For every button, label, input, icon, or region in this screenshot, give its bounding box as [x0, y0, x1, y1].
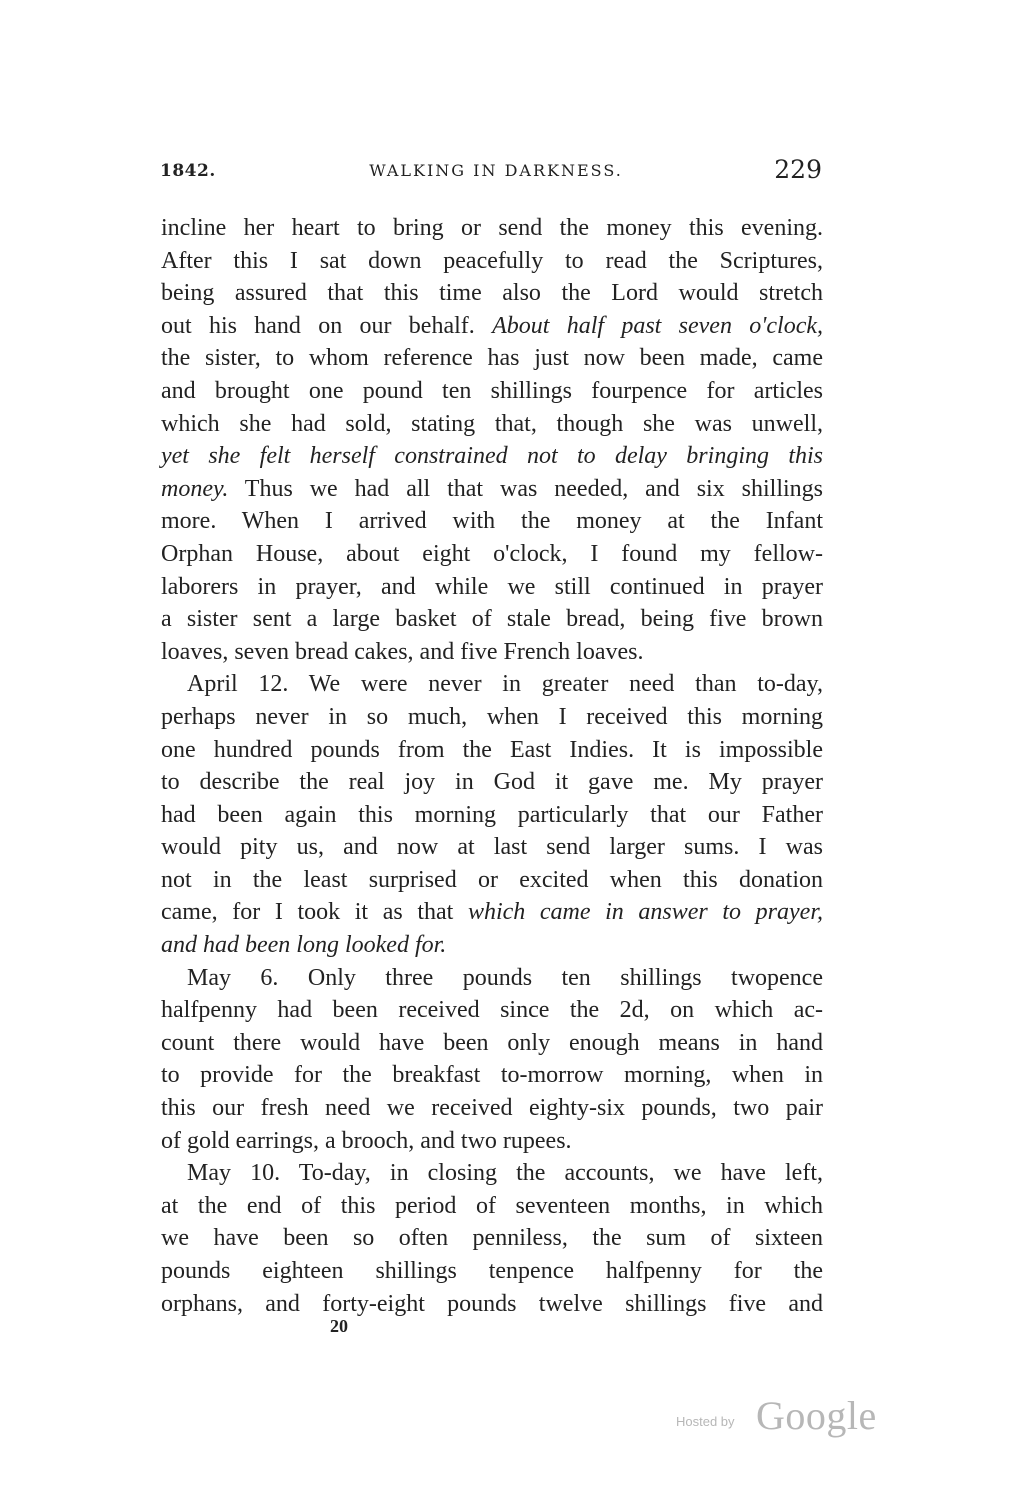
text-line: of gold earrings, a brooch, and two rupees. [161, 1127, 572, 1154]
text-line: Orphan House, about eight o'clock, I found my fellow- [161, 540, 823, 567]
text-line: and brought one pound ten shillings fourpence for articles [161, 377, 823, 404]
text-line: halfpenny had been received since the 2d, on which ac- [161, 997, 823, 1024]
text-line: this our fresh need we received eighty-six pounds, two pair [161, 1095, 823, 1122]
text-line: would pity us, and now at last send larger sums. I was [161, 834, 823, 861]
text-line: May 6. Only three pounds ten shillings twopence [187, 964, 823, 991]
text-line: being assured that this time also the Lord would stretch [161, 280, 823, 307]
text-line: out his hand on our behalf. About half past seven o'clock, [161, 312, 823, 339]
text-line: one hundred pounds from the East Indies. It is impossible [161, 736, 823, 763]
text-line: loaves, seven bread cakes, and five French loaves. [161, 638, 644, 665]
hosted-by-google-watermark [676, 1392, 886, 1442]
text-line: more. When I arrived with the money at the Infant [161, 508, 823, 535]
google-logo: Google [756, 1393, 877, 1438]
text-line: to describe the real joy in God it gave me. My prayer [161, 769, 823, 796]
text-line: to provide for the breakfast to-morrow morning, when in [161, 1062, 823, 1089]
body-text [161, 212, 823, 1320]
text-line: After this I sat down peacefully to read the Scriptures, [161, 247, 823, 274]
header-year: 1842. [160, 161, 216, 181]
text-line: had been again this morning particularly that our Father [161, 801, 823, 828]
text-line: which she had sold, stating that, though she was unwell, [161, 410, 823, 437]
text-line: perhaps never in so much, when I received this morning [161, 703, 823, 730]
text-line: incline her heart to bring or send the money this evening. [161, 215, 823, 241]
text-line: money. Thus we had all that was needed, and six shillings [161, 475, 823, 502]
text-line: laborers in prayer, and while we still continued in prayer [161, 573, 823, 600]
text-line: at the end of this period of seventeen months, in which [161, 1192, 823, 1219]
text-line: came, for I took it as that which came in answer to prayer, [161, 899, 824, 926]
text-line: May 10. To-day, in closing the accounts, we have left, [187, 1160, 823, 1187]
text-line: yet she felt herself constrained not to delay bringing this [161, 443, 823, 470]
running-head [160, 155, 822, 189]
watermark-prefix: Hosted by [676, 1414, 735, 1429]
header-title: WALKING IN DARKNESS. [369, 161, 623, 180]
text-line: April 12. We were never in greater need than to-day, [187, 671, 823, 698]
text-line: and had been long looked for. [161, 932, 447, 959]
text-line: count there would have been only enough means in hand [161, 1029, 823, 1056]
text-line: a sister sent a large basket of stale bread, being five brown [161, 606, 823, 633]
page-number: 229 [774, 155, 822, 184]
text-line: orphans, and forty-eight pounds twelve shillings five and [161, 1290, 823, 1317]
text-line: pounds eighteen shillings tenpence halfpenny for the [161, 1258, 823, 1284]
text-line: not in the least surprised or excited when this donation [161, 866, 823, 893]
text-line: we have been so often penniless, the sum of sixteen [161, 1225, 823, 1252]
text-line: the sister, to whom reference has just now been made, came [161, 345, 823, 372]
signature-mark: 20 [330, 1316, 348, 1336]
